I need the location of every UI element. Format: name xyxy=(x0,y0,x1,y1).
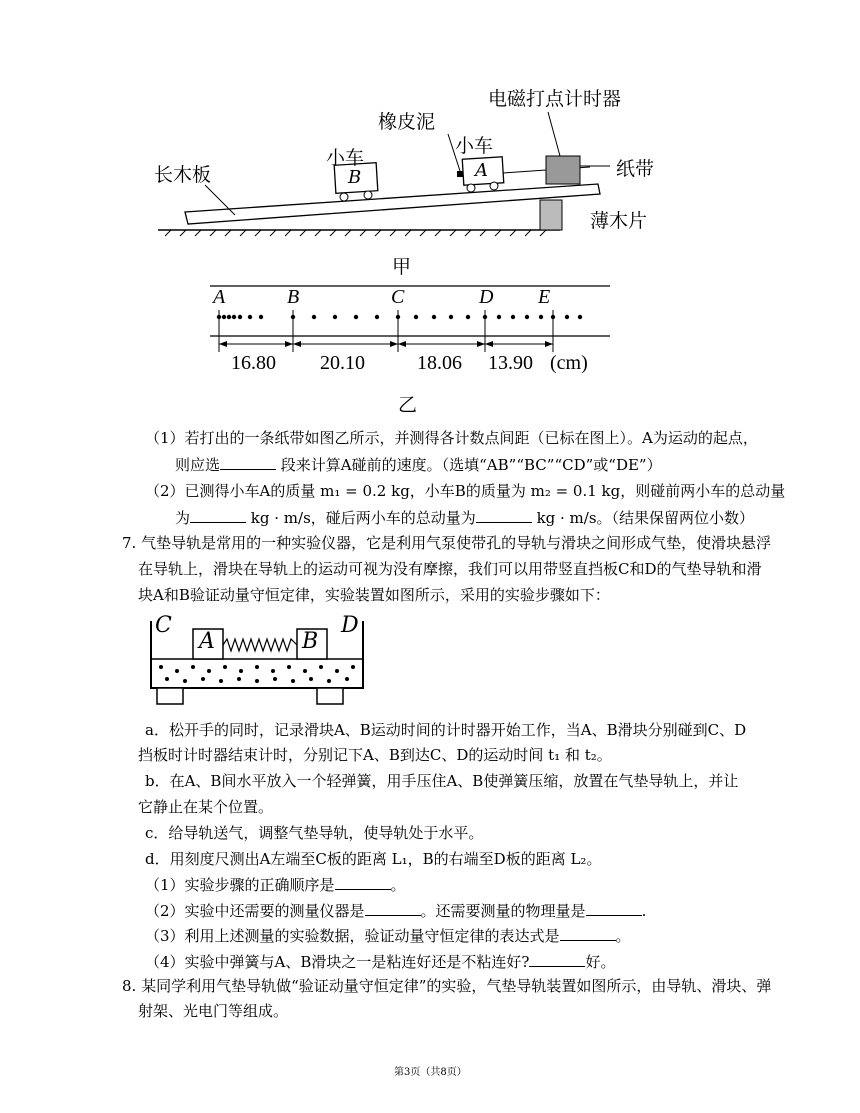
air-track-figure xyxy=(145,615,375,710)
tape-point-d: D xyxy=(479,286,494,308)
figure-yi-caption: 乙 xyxy=(398,394,418,416)
tape-figure xyxy=(205,280,625,380)
q6-part1-suffix: 段来计算A碰前的速度。（选填“AB”“BC”“CD”或“DE”） xyxy=(280,456,662,474)
q6-part1-prefix: 则应选 xyxy=(175,456,221,474)
timer-label: 电磁打点计时器 xyxy=(488,88,622,110)
q6-part2-prefix: 为 xyxy=(175,509,191,527)
answer-blank[interactable] xyxy=(560,928,616,941)
q7-sub2-prefix: （2）实验中还需要的测量仪器是 xyxy=(145,902,365,920)
q7-sub2-suffix: . xyxy=(641,902,647,920)
q7-step-a-line1: a．松开手的同时，记录滑块A、B运动时间的计时器开始工作，当A、B滑块分别碰到C、D xyxy=(145,721,747,739)
q8-line1: 8. 某同学利用气垫导轨做“验证动量守恒定律”的实验，气垫导轨装置如图所示，由导轨、滑块、弹 xyxy=(122,977,772,995)
board-label: 长木板 xyxy=(154,164,212,186)
answer-blank[interactable] xyxy=(476,510,532,523)
slider-a-label: A xyxy=(199,629,215,654)
cart-a-title: 小车 xyxy=(455,135,494,157)
plasticine-label: 橡皮泥 xyxy=(378,111,436,133)
tape-point-c: C xyxy=(391,286,405,308)
q7-step-d: d．用刻度尺测出A左端至C板的距离 L₁，B的右端至D板的距离 L₂。 xyxy=(145,850,602,868)
answer-blank[interactable] xyxy=(365,903,421,916)
q7-intro-line2: 在导轨上，滑块在导轨上的运动可视为没有摩擦，我们可以用带竖直挡板C和D的气垫导轨和滑 xyxy=(138,560,762,578)
q7-step-a-line2: 挡板时计时器结束计时，分别记下A、B到达C、D的运动时间 t₁ 和 t₂。 xyxy=(138,746,612,764)
distance-de: 13.90 xyxy=(488,352,533,374)
q6-part2-line1: （2）已测得小车A的质量 m₁ = 0.2 kg，小车B的质量为 m₂ = 0.1 kg，则碰前两小车的总动量 xyxy=(145,482,786,500)
q7-sub3 xyxy=(145,928,631,944)
q7-intro-line3: 块A和B验证动量守恒定律，实验装置如图所示，采用的实验步骤如下： xyxy=(138,586,610,604)
q7-sub3-prefix: （3）利用上述测量的实验数据，验证动量守恒定律的表达式是 xyxy=(145,927,560,945)
answer-blank[interactable] xyxy=(586,903,642,916)
q8-line2: 射架、光电门等组成。 xyxy=(138,1002,289,1020)
figure-jia xyxy=(120,70,680,255)
q6-part2-line2 xyxy=(175,510,754,526)
q7-sub4-prefix: （4）实验中弹簧与A、B滑块之一是粘连好还是不粘连好? xyxy=(145,953,530,971)
page-footer: 第3页（共8页） xyxy=(394,1067,467,1078)
distance-unit: (cm) xyxy=(550,352,588,374)
q7-sub2 xyxy=(145,903,646,919)
distance-cd: 18.06 xyxy=(417,352,462,374)
wood-piece-label: 薄木片 xyxy=(590,210,648,232)
cart-b-letter: B xyxy=(348,167,362,188)
plate-d-label: D xyxy=(341,613,359,638)
q6-part2-suffix: kg · m/s。（结果保留两位小数） xyxy=(536,509,755,527)
distance-bc: 20.10 xyxy=(320,352,365,374)
q6-part1-line1: （1）若打出的一条纸带如图乙所示，并测得各计数点间距（已标在图上）。A为运动的起点， xyxy=(145,429,758,447)
q7-step-b-line1: b．在A、B间水平放入一个轻弹簧，用手压住A、B使弹簧压缩，放置在气垫导轨上，并让 xyxy=(145,772,739,790)
q7-sub1-suffix: 。 xyxy=(390,876,406,894)
q7-sub1-prefix: （1）实验步骤的正确顺序是 xyxy=(145,876,335,894)
answer-blank[interactable] xyxy=(335,877,391,890)
q7-step-c: c．给导轨送气，调整气垫导轨，使导轨处于水平。 xyxy=(145,824,484,842)
q7-sub1 xyxy=(145,877,406,893)
q7-sub3-suffix: 。 xyxy=(615,927,631,945)
cart-b-title: 小车 xyxy=(326,147,365,169)
q7-intro-line1: 7. 气垫导轨是常用的一种实验仪器，它是利用气泵使带孔的导轨与滑块之间形成气垫，使滑块悬浮 xyxy=(122,534,772,552)
answer-blank[interactable] xyxy=(220,457,276,470)
q7-sub2-mid: 。还需要测量的物理量是 xyxy=(420,902,586,920)
answer-blank[interactable] xyxy=(190,510,246,523)
q7-sub4 xyxy=(145,954,615,970)
q7-step-b-line2: 它静止在某个位置。 xyxy=(138,798,274,816)
tape-point-e: E xyxy=(538,286,551,308)
tape-label: 纸带 xyxy=(616,158,655,180)
q6-part2-mid: kg · m/s，碰后两小车的总动量为 xyxy=(250,509,476,527)
tape-point-b: B xyxy=(287,286,300,308)
tape-point-a: A xyxy=(213,286,226,308)
cart-a-letter: A xyxy=(475,160,488,181)
distance-ab: 16.80 xyxy=(231,352,276,374)
q7-sub4-suffix: 好。 xyxy=(585,953,616,971)
answer-blank[interactable] xyxy=(529,954,585,967)
q6-part1-line2 xyxy=(175,457,662,473)
figure-jia-caption: 甲 xyxy=(392,256,412,278)
plate-c-label: C xyxy=(155,613,172,638)
slider-b-label: B xyxy=(302,629,319,654)
